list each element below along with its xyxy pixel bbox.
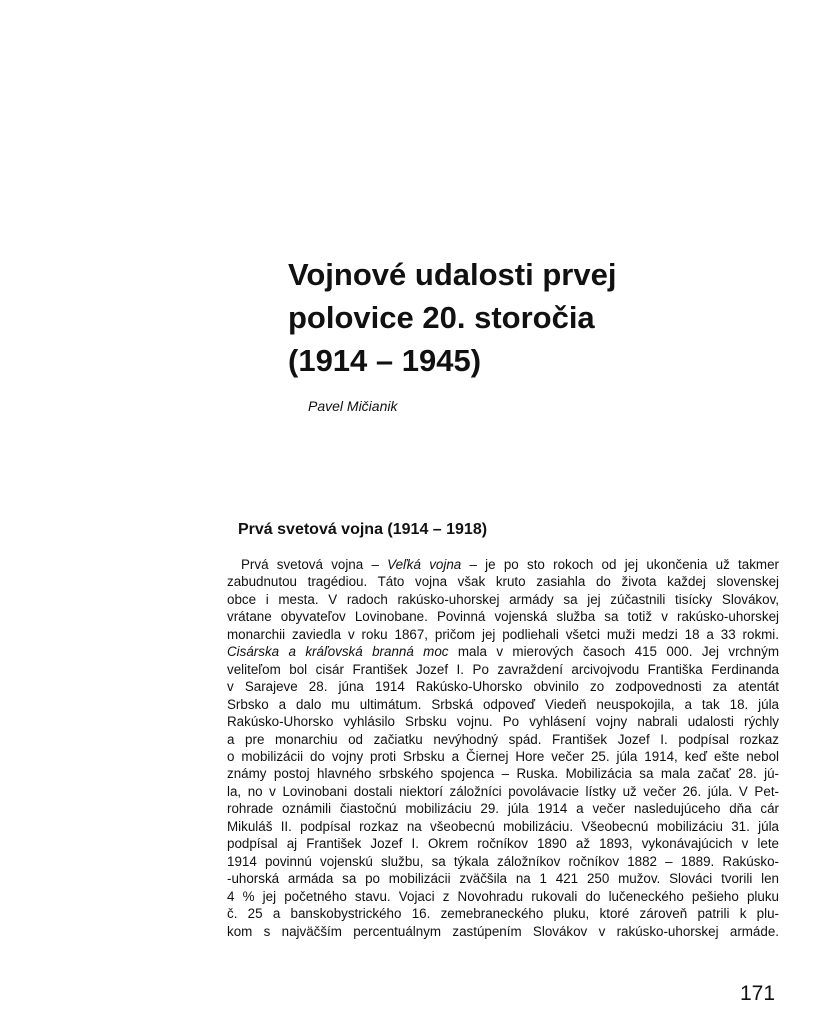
text-line <box>227 556 779 573</box>
text-run: vrátane obyvateľov Lovinobane. Povinná vojenská služba sa totiž v rakúsko-uhorskej <box>227 609 779 625</box>
text-run: Mikuláš II. podpísal rozkaz na všeobecnú mobilizáciu. Všeobecnú mobilizáciu 31. júla <box>227 818 779 834</box>
text-line <box>227 696 779 713</box>
text-line <box>227 765 779 782</box>
text-line <box>227 731 779 748</box>
text-run: Prvá svetová vojna – <box>241 557 388 572</box>
text-run: mala v mierových časoch 415 000. Jej vrchným <box>448 644 779 660</box>
text-run: 4 % jej početného stavu. Vojaci z Novohradu rukovali do lučeneckého pešieho pluku <box>227 888 779 904</box>
chapter-title-line: (1914 – 1945) <box>288 343 482 378</box>
chapter-title <box>288 253 808 382</box>
author-name: Pavel Mičianik <box>308 398 398 414</box>
text-line <box>227 591 779 608</box>
text-line <box>227 923 779 940</box>
text-line <box>227 626 779 643</box>
text-line <box>227 661 779 678</box>
text-run: Srbsko a dalo mu ultimátum. Srbská odpoveď Viedeň neuspokojila, a tak 18. júla <box>227 696 779 712</box>
text-run: rohrade oznámili čiastočnú mobilizáciu 29. júla 1914 a večer nasledujúceho dňa cár <box>227 801 779 817</box>
text-run: kom s najväčším percentuálnym zastúpením Slovákov v rakúsko-uhorskej armáde. <box>227 923 779 939</box>
page-number: 171 <box>740 982 776 1005</box>
text-run: v Sarajeve 28. júna 1914 Rakúsko-Uhorsko obvinilo zo zodpovednosti za atentát <box>227 679 779 695</box>
text-line <box>227 608 779 625</box>
text-line <box>227 678 779 695</box>
text-run: obce i mesta. V radoch rakúsko-uhorskej armády sa jej zúčastnili tisícky Slovákov, <box>227 591 779 607</box>
text-run: Rakúsko-Uhorsko vyhlásilo Srbsku vojnu. Po vyhlásení vojny nabrali udalosti rýchly <box>227 714 779 730</box>
text-run: č. 25 a banskobystrického 16. zemebraneckého pluku, ktoré zároveň patrili k plu- <box>227 906 779 922</box>
text-run: veliteľom bol cisár František Jozef I. Po zavraždení arcivojvodu Františka Ferdinanda <box>227 661 779 677</box>
chapter-title-line: Vojnové udalosti prvej <box>288 257 617 292</box>
text-run: 1914 povinnú vojenskú službu, sa týkala záložníkov ročníkov 1882 – 1889. Rakúsko- <box>227 853 779 869</box>
text-line <box>227 573 779 590</box>
body-paragraph <box>227 556 779 940</box>
text-run: la, no v Lovinobani dostali niektorí záložníci povolávacie lístky už večer 26. júla. V Pet- <box>227 783 779 799</box>
text-line <box>227 888 779 905</box>
text-line <box>227 748 779 765</box>
text-run: -uhorská armáda sa po mobilizácii zväčšila na 1 421 250 mužov. Slováci tvorili len <box>227 871 779 887</box>
text-run: podpísal aj František Jozef I. Okrem ročníkov 1890 až 1893, vykonávajúcich v lete <box>227 836 779 852</box>
text-line <box>227 643 779 660</box>
text-line <box>227 713 779 730</box>
text-run: zabudnutou tragédiou. Táto vojna však kruto zasiahla do života každej slovenskej <box>227 574 779 590</box>
italic-phrase: Cisárska a kráľovská branná moc <box>227 644 449 660</box>
text-line <box>227 905 779 922</box>
text-run: známy postoj hlavného srbského spojenca – Ruska. Mobilizácia sa mala začať 28. jú- <box>227 766 779 782</box>
text-line <box>227 853 779 870</box>
text-line <box>227 818 779 835</box>
chapter-title-line: polovice 20. storočia <box>288 300 595 335</box>
text-line <box>227 783 779 800</box>
text-line <box>227 800 779 817</box>
italic-phrase: Veľká vojna <box>387 557 462 572</box>
text-run: a pre monarchiu od začiatku nevýhodný spád. František Jozef I. podpísal rozkaz <box>227 731 779 747</box>
text-run: o mobilizácii do vojny proti Srbsku a Čiernej Hore večer 25. júla 1914, keď ešte nebol <box>227 748 779 764</box>
text-run: monarchii zaviedla v roku 1867, pričom jej podliehali všetci muži medzi 18 a 33 rokmi. <box>227 626 779 642</box>
text-run: – je po sto rokoch od jej ukončenia už takmer <box>461 557 779 572</box>
section-heading: Prvá svetová vojna (1914 – 1918) <box>238 521 488 538</box>
text-line <box>227 870 779 887</box>
text-line <box>227 835 779 852</box>
